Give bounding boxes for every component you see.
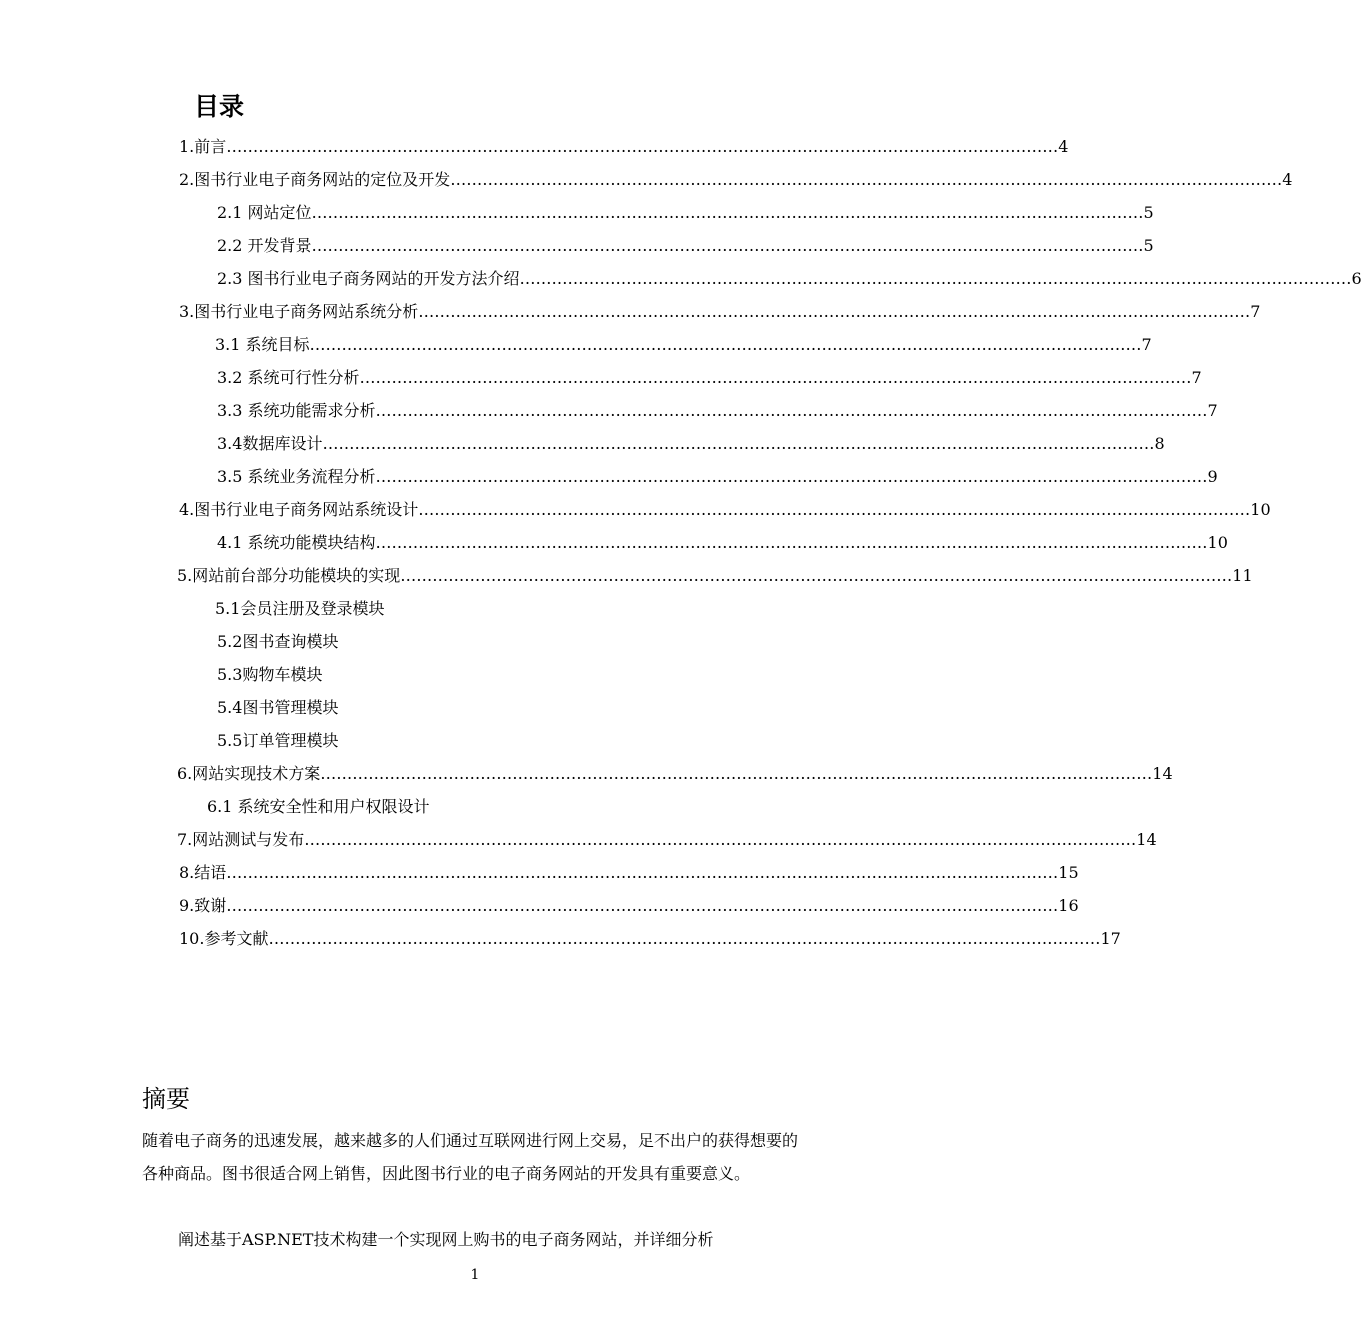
toc-leader: ………………………………………………………………………………………………………………………………………… [311,203,1144,222]
toc-entry-page: 16 [1058,896,1079,915]
toc-entry-page: 14 [1136,830,1157,849]
toc-entry[interactable] [217,531,1228,555]
toc-entry-label: 5.3购物车模块 [217,665,323,684]
toc-entry-page: 15 [1058,863,1079,882]
toc-leader: ………………………………………………………………………………………………………………………………………… [375,533,1208,552]
abstract-paragraph: 阐述基于ASP.NET技术构建一个实现网上购书的电子商务网站，并详细分析 [178,1230,714,1249]
toc-entry-label: 4.1 系统功能模块结构 [217,533,376,552]
toc-entry[interactable] [179,894,1079,918]
toc-leader: ………………………………………………………………………………………………………………………………………… [226,896,1059,915]
toc-leader: ………………………………………………………………………………………………………………………………………… [375,467,1208,486]
toc-entry[interactable] [217,729,617,753]
toc-entry[interactable] [179,135,1069,159]
page-number: 1 [470,1267,480,1283]
toc-entry-label: 3.5 系统业务流程分析 [217,467,376,486]
toc-entry[interactable] [217,201,1154,225]
toc-leader: ………………………………………………………………………………………………………………………………………… [359,368,1192,387]
toc-leader: ………………………………………………………………………………………………………………………………………… [400,566,1233,585]
toc-entry-page: 9 [1207,467,1218,486]
toc-entry-label: 1.前言 [179,137,227,156]
toc-entry-page: 11 [1232,566,1253,585]
toc-leader: ………………………………………………………………………………………………………………………………………… [418,500,1251,519]
toc-leader: ………………………………………………………………………………………………………………………………………… [450,170,1283,189]
toc-entry-label: 3.4数据库设计 [217,434,323,453]
toc-entry[interactable] [179,168,1293,192]
toc-entry[interactable] [177,828,1157,852]
toc-entry-page: 4 [1282,170,1293,189]
toc-entry-page: 7 [1141,335,1152,354]
toc-entry-page: 8 [1154,434,1165,453]
toc-entry-label: 10.参考文献 [179,929,269,948]
toc-entry-label: 6.网站实现技术方案 [177,764,321,783]
toc-leader: ………………………………………………………………………………………………………………………………………… [418,302,1251,321]
toc-entry-page: 10 [1250,500,1271,519]
toc-entry[interactable] [207,795,607,819]
toc-entry[interactable] [177,762,1173,786]
toc-entry-page: 14 [1152,764,1173,783]
abstract-title: 摘要 [142,1085,190,1113]
toc-entry[interactable] [217,663,617,687]
toc-entry-label: 3.3 系统功能需求分析 [217,401,376,420]
toc-entry-label: 3.图书行业电子商务网站系统分析 [179,302,419,321]
toc-entry[interactable] [179,300,1261,324]
toc-entry-page: 10 [1207,533,1228,552]
toc-leader: ………………………………………………………………………………………………………………………………………… [311,236,1144,255]
toc-entry-page: 7 [1191,368,1202,387]
toc-entry[interactable] [217,366,1202,390]
toc-entry-label: 8.结语 [179,863,227,882]
toc-entry-label: 7.网站测试与发布 [177,830,305,849]
toc-entry[interactable] [217,465,1218,489]
abstract-paragraph: 随着电子商务的迅速发展，越来越多的人们通过互联网进行网上交易，足不出户的获得想要的各种商品。图书很适合网上销售，因此图书行业的电子商务网站的开发具有重要意义。 [142,1131,799,1183]
toc-leader: ………………………………………………………………………………………………………………………………………… [309,335,1142,354]
toc-entry-page: 17 [1100,929,1121,948]
toc-entry[interactable] [177,564,1253,588]
toc-entry-label: 6.1 系统安全性和用户权限设计 [207,797,430,816]
toc-entry[interactable] [217,234,1154,258]
toc-entry-label: 3.2 系统可行性分析 [217,368,360,387]
toc-entry[interactable] [179,927,1121,951]
toc-entry-label: 5.2图书查询模块 [217,632,339,651]
toc-entry-label: 5.1会员注册及登录模块 [215,599,385,618]
toc-entry[interactable] [215,597,615,621]
toc-entry-label: 2.2 开发背景 [217,236,312,255]
toc-leader: ………………………………………………………………………………………………………………………………………… [268,929,1101,948]
toc-entry-label: 2.1 网站定位 [217,203,312,222]
toc-title: 目录 [194,92,245,121]
toc-entry-label: 3.1 系统目标 [215,335,310,354]
toc-entry-page: 4 [1058,137,1069,156]
toc-leader: ………………………………………………………………………………………………………………………………………… [322,434,1155,453]
toc-entry-label: 2.3 图书行业电子商务网站的开发方法介绍 [217,269,520,288]
toc-entry-label: 9.致谢 [179,896,227,915]
toc-entry-label: 5.网站前台部分功能模块的实现 [177,566,401,585]
toc-entry-page: 6 [1351,269,1362,288]
toc-leader: ………………………………………………………………………………………………………………………………………… [304,830,1137,849]
toc-entry-page: 7 [1250,302,1261,321]
toc-entry-page: 5 [1143,236,1154,255]
toc-leader: ………………………………………………………………………………………………………………………………………… [226,137,1059,156]
toc-entry[interactable] [217,432,1165,456]
toc-leader: ………………………………………………………………………………………………………………………………………… [375,401,1208,420]
toc-leader: ………………………………………………………………………………………………………………………………………… [226,863,1059,882]
toc-entry[interactable] [217,696,617,720]
toc-entry-label: 4.图书行业电子商务网站系统设计 [179,500,419,519]
toc-entry[interactable] [215,333,1152,357]
toc-entry-label: 2.图书行业电子商务网站的定位及开发 [179,170,451,189]
toc-entry[interactable] [179,498,1271,522]
toc-leader: ………………………………………………………………………………………………………………………………………… [519,269,1352,288]
toc-entry[interactable] [179,861,1079,885]
toc-entry[interactable] [217,630,617,654]
toc-entry-label: 5.4图书管理模块 [217,698,339,717]
toc-entry[interactable] [217,399,1218,423]
toc-entry-page: 5 [1143,203,1154,222]
toc-entry[interactable] [217,267,1362,291]
toc-entry-page: 7 [1207,401,1218,420]
toc-entry-label: 5.5订单管理模块 [217,731,339,750]
toc-leader: ………………………………………………………………………………………………………………………………………… [320,764,1153,783]
